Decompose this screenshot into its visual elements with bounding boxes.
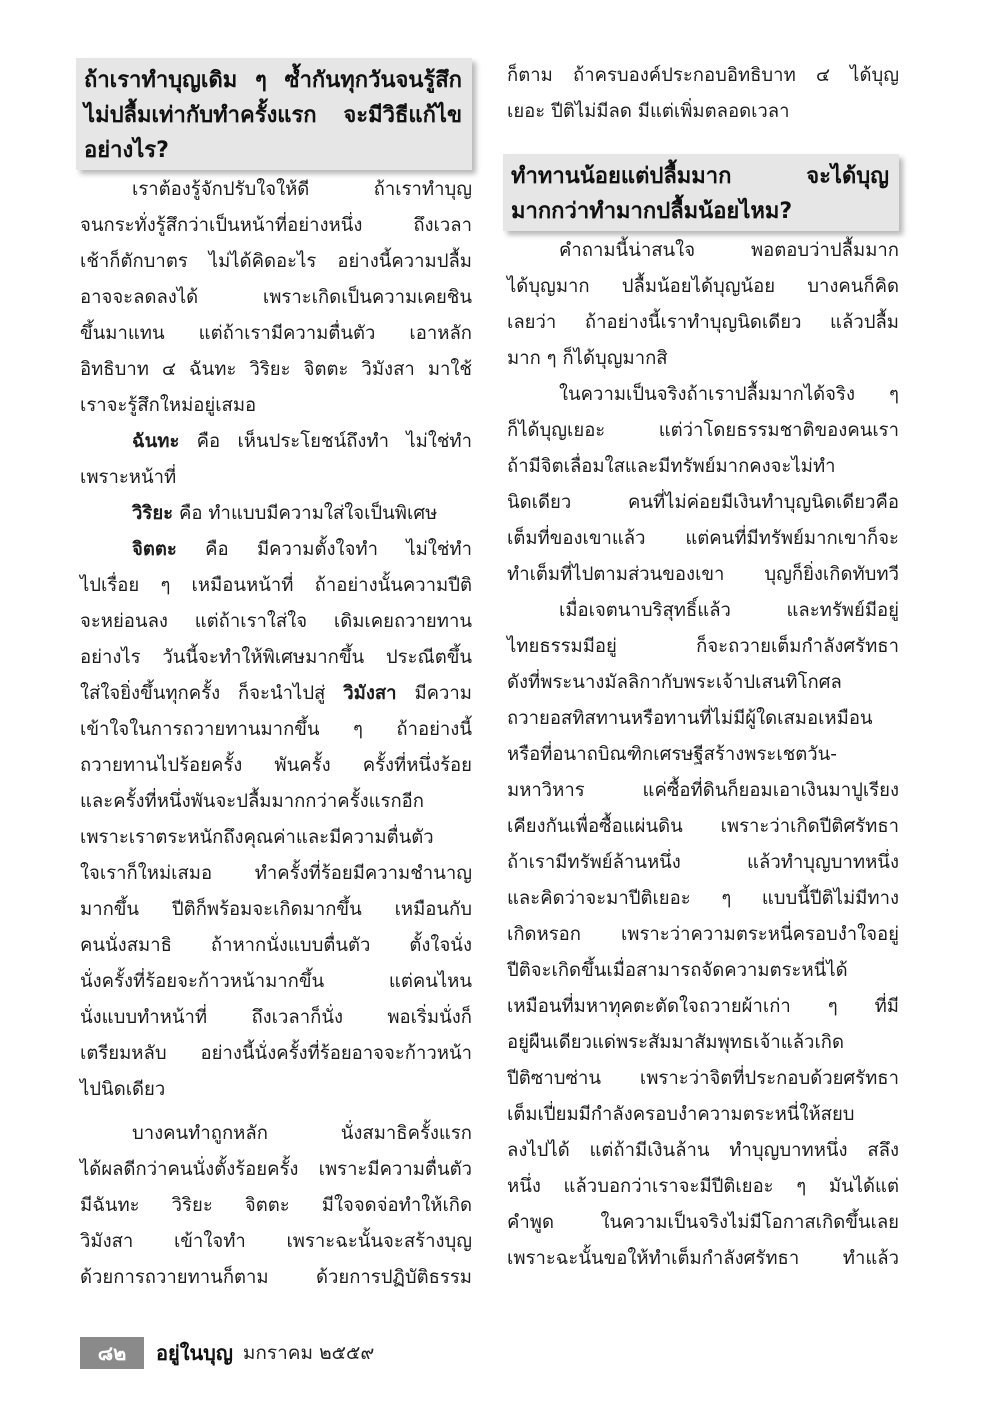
answer-body-2: [507, 233, 899, 1277]
body-line: ด้วยการถวายทานก็ตาม ด้วยการปฏิบัติธรรม: [80, 1267, 472, 1288]
body-line: เพราะเราตระหนักถึงคุณค่าและมีความตื่นตัว: [80, 827, 434, 848]
term-definition: คือ ทำแบบมีความใส่ใจเป็นพิเศษ: [173, 503, 438, 524]
body-line: [80, 532, 472, 568]
body-line: นั่งแบบทำหน้าที่ ถึงเวลาก็นั่ง พอเริ่มนั่งก็: [80, 1007, 472, 1028]
body-line: หนึ่ง แล้วบอกว่าเราจะมีปีติเยอะ ๆ มันได้แต่: [507, 1176, 899, 1197]
term-chanta: ฉันทะ: [132, 431, 180, 452]
term-definition: คือ เห็นประโยชน์ถึงทำ ไม่ใช่ทำ: [179, 431, 472, 452]
heading-line: ทำทานน้อยแต่ปลื้มมาก จะได้บุญ: [511, 164, 889, 189]
body-line: เลยว่า ถ้าอย่างนี้เราทำบุญนิดเดียว แล้วปลื้ม: [507, 312, 899, 333]
body-line: [80, 676, 472, 712]
body-line: มาก ๆ ก็ได้บุญมากสิ: [507, 348, 668, 369]
body-line: อย่างไร วันนี้จะทำให้พิเศษมากขึ้น ประณีตขึ้น: [80, 647, 472, 668]
body-line: มหาวิหาร แค่ซื้อที่ดินก็ยอมเอาเงินมาปูเรียง: [507, 780, 899, 801]
body-line: เข้าใจในการถวายทานมากขึ้น ๆ ถ้าอย่างนี้: [80, 719, 472, 740]
term-definition: คือ มีความตั้งใจทำ ไม่ใช่ทำ: [176, 539, 472, 560]
body-line: [80, 496, 472, 532]
body-line: ก็ตาม ถ้าครบองค์ประกอบอิทธิบาท ๔ ได้บุญ: [507, 65, 899, 86]
issue-date: มกราคม ๒๕๕๙: [242, 1342, 375, 1364]
body-line: วิมังสา เข้าใจทำ เพราะฉะนั้นจะสร้างบุญ: [80, 1231, 472, 1252]
body-line: ถวายอสทิสทานหรือทานที่ไม่มีผู้ใดเสมอเหมือน: [507, 708, 873, 729]
body-line: ใจเราก็ใหม่เสมอ ทำครั้งที่ร้อยมีความชำนาญ: [80, 863, 472, 884]
body-line: เราจะรู้สึกใหม่อยู่เสมอ: [80, 395, 257, 416]
body-line: หรือที่อนาถบิณฑิกเศรษฐีสร้างพระเชตวัน-: [507, 744, 837, 765]
heading-line: อย่างไร?: [84, 138, 169, 163]
body-line: อาจจะลดลงได้ เพราะเกิดเป็นความเคยชิน: [80, 287, 472, 308]
body-line: ถวายทานไปร้อยครั้ง พันครั้ง ครั้งที่หนึ่งร้อย: [80, 755, 472, 776]
term-vimangsa: วิมังสา: [343, 683, 397, 704]
body-line: เตรียมหลับ อย่างนี้นั่งครั้งที่ร้อยอาจจะก้าวหน้า: [80, 1043, 472, 1064]
body-line: นิดเดียว คนที่ไม่ค่อยมีเงินทำบุญนิดเดียวคือ: [507, 492, 899, 513]
body-line: ถ้าเรามีทรัพย์ล้านหนึ่ง แล้วทำบุญบาทหนึ่ง: [507, 852, 899, 873]
body-line: คนนั่งสมาธิ ถ้าหากนั่งแบบตื่นตัว ตั้งใจนั่ง: [80, 935, 472, 956]
heading-line: ไม่ปลื้มเท่ากับทำครั้งแรก จะมีวิธีแก้ไข: [84, 103, 462, 128]
body-line: ดังที่พระนางมัลลิกากับพระเจ้าปเสนทิโกศล: [507, 672, 842, 693]
body-text: มีความ: [396, 683, 472, 704]
body-line: มากขึ้น ปีติก็พร้อมจะเกิดมากขึ้น เหมือนกับ: [80, 899, 472, 920]
body-line: เพราะหน้าที่: [80, 467, 177, 488]
heading-line: ถ้าเราทำบุญเดิม ๆ ซ้ำกันทุกวันจนรู้สึก: [84, 68, 462, 93]
body-line: และครั้งที่หนึ่งพันจะปลื้มมากกว่าครั้งแรกอีก: [80, 791, 424, 812]
body-line: ไปเรื่อย ๆ เหมือนหน้าที่ ถ้าอย่างนั้นความปีติ: [80, 575, 472, 596]
body-line: นั่งครั้งที่ร้อยจะก้าวหน้ามากขึ้น แต่คนไหน: [80, 971, 472, 992]
body-line: เต็มที่ของเขาแล้ว แต่คนที่มีทรัพย์มากเขาก็จะ: [507, 528, 899, 549]
body-line: ปีติจะเกิดขึ้นเมื่อสามารถจัดความตระหนี่ได้: [507, 960, 848, 981]
term-chitta: จิตตะ: [132, 539, 177, 560]
body-line: ลงไปได้ แต่ถ้ามีเงินล้าน ทำบุญบาทหนึ่ง สลึง: [507, 1140, 899, 1161]
body-line: ก็ได้บุญเยอะ แต่ว่าโดยธรรมชาติของคนเรา: [507, 420, 899, 441]
body-line: ได้ผลดีกว่าคนนั่งตั้งร้อยครั้ง เพราะมีความตื่นตัว: [80, 1159, 472, 1180]
body-line: บางคนทำถูกหลัก นั่งสมาธิครั้งแรก: [132, 1123, 472, 1144]
body-line: ในความเป็นจริงถ้าเราปลื้มมากได้จริง ๆ: [559, 384, 899, 405]
body-line: อิทธิบาท ๔ ฉันทะ วิริยะ จิตตะ วิมังสา มาใช้: [80, 359, 472, 380]
body-line: [80, 424, 472, 460]
body-line: จะหย่อนลง แต่ถ้าเราใส่ใจ เดิมเคยถวายทาน: [80, 611, 472, 632]
left-column: [80, 58, 472, 1296]
body-line: จนกระทั่งรู้สึกว่าเป็นหน้าที่อย่างหนึ่ง ถึงเวลา: [80, 215, 472, 236]
body-line: มีฉันทะ วิริยะ จิตตะ มีใจจดจ่อทำให้เกิด: [80, 1195, 472, 1216]
answer-continuation: [507, 58, 899, 130]
page-number: ๘๒: [80, 1337, 144, 1369]
body-line: เคียงกันเพื่อซื้อแผ่นดิน เพราะว่าเกิดปีติศรัทธา: [507, 816, 899, 837]
question-heading-1: [76, 58, 472, 170]
body-line: ไทยธรรมมีอยู่ ก็จะถวายเต็มกำลังศรัทธา: [507, 636, 899, 657]
body-line: เช้าก็ตักบาตร ไม่ได้คิดอะไร อย่างนี้ความปลื้ม: [80, 251, 472, 272]
body-line: เยอะ ปีติไม่มีลด มีแต่เพิ่มตลอดเวลา: [507, 101, 790, 122]
body-line: เหมือนที่มหาทุคตะตัดใจถวายผ้าเก่า ๆ ที่มี: [507, 996, 899, 1017]
magazine-name: อยู่ในบุญ: [156, 1341, 233, 1365]
page-footer: [80, 1336, 374, 1370]
body-line: เพราะฉะนั้นขอให้ทำเต็มกำลังศรัทธา ทำแล้ว: [507, 1248, 899, 1269]
body-line: เต็มเปี่ยมมีกำลังครอบงำความตระหนี่ให้สยบ: [507, 1104, 855, 1125]
body-line: อยู่ผืนเดียวแด่พระสัมมาสัมพุทธเจ้าแล้วเกิด: [507, 1032, 844, 1053]
body-line: เมื่อเจตนาบริสุทธิ์แล้ว และทรัพย์มีอยู่: [559, 600, 899, 621]
body-text: ใส่ใจยิ่งขึ้นทุกครั้ง ก็จะนำไปสู่: [80, 683, 344, 704]
right-column: [507, 58, 899, 1277]
body-line: คำถามนี้น่าสนใจ พอตอบว่าปลื้มมาก: [559, 240, 899, 261]
body-line: คำพูด ในความเป็นจริงไม่มีโอกาสเกิดขึ้นเลย: [507, 1212, 899, 1233]
body-line: ทำเต็มที่ไปตามส่วนของเขา บุญก็ยิ่งเกิดทับทวี: [507, 564, 899, 585]
body-line: เกิดหรอก เพราะว่าความตระหนี่ครอบงำใจอยู่: [507, 924, 899, 945]
question-heading-2: [503, 154, 899, 231]
body-line: ขึ้นมาแทน แต่ถ้าเรามีความตื่นตัว เอาหลัก: [80, 323, 472, 344]
heading-line: มากกว่าทำมากปลื้มน้อยไหม?: [511, 199, 793, 224]
body-line: ปีติซาบซ่าน เพราะว่าจิตที่ประกอบด้วยศรัทธา: [507, 1068, 899, 1089]
body-line: ไปนิดเดียว: [80, 1079, 166, 1100]
term-viriya: วิริยะ: [132, 503, 174, 524]
body-line: และคิดว่าจะมาปีติเยอะ ๆ แบบนี้ปีติไม่มีทาง: [507, 888, 899, 909]
answer-body-1: [80, 172, 472, 1296]
body-line: ได้บุญมาก ปลื้มน้อยได้บุญน้อย บางคนก็คิด: [507, 276, 899, 297]
body-line: ถ้ามีจิตเลื่อมใสและมีทรัพย์มากคงจะไม่ทำ: [507, 456, 836, 477]
body-line: เราต้องรู้จักปรับใจให้ดี ถ้าเราทำบุญ: [132, 179, 472, 200]
